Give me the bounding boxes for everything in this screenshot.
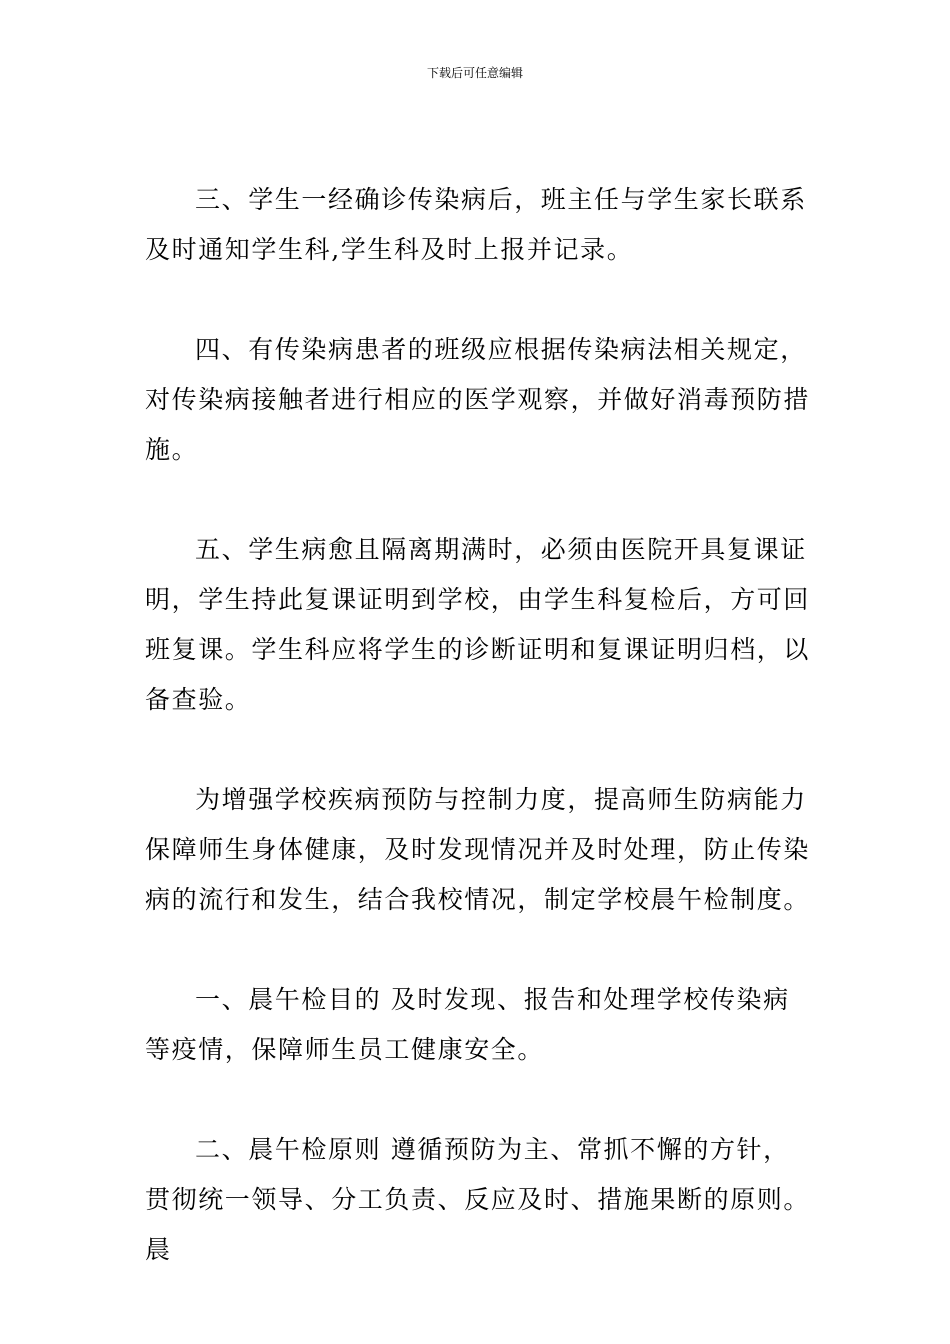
document-body bbox=[145, 175, 810, 1275]
paragraph-inspection-purpose: 一、晨午检目的 及时发现、报告和处理学校传染病等疫情，保障师生员工健康安全。 bbox=[145, 985, 790, 1064]
paragraph-section-five: 五、学生病愈且隔离期满时，必须由医院开具复课证明，学生持此复课证明到学校，由学生科复检后，方可回班复课。学生科应将学生的诊断证明和复课证明归档，以备查验。 bbox=[145, 535, 811, 714]
paragraph-section-three: 三、学生一经确诊传染病后，班主任与学生家长联系及时通知学生科,学生科及时上报并记录。 bbox=[145, 185, 807, 264]
paragraph-intro-inspection: 为增强学校疾病预防与控制力度，提高师生防病能力保障师生身体健康，及时发现情况并及时处理，防止传染病的流行和发生，结合我校情况，制定学校晨午检制度。 bbox=[145, 785, 811, 914]
paragraph-inspection-principle: 二、晨午检原则 遵循预防为主、常抓不懈的方针，贯彻统一领导、分工负责、反应及时、措施果断的原则。晨 bbox=[145, 1135, 811, 1264]
paragraph-section-four: 四、有传染病患者的班级应根据传染病法相关规定，对传染病接触者进行相应的医学观察，并做好消毒预防措施。 bbox=[145, 335, 811, 464]
page-header-note: 下载后可任意编辑 bbox=[426, 66, 523, 80]
